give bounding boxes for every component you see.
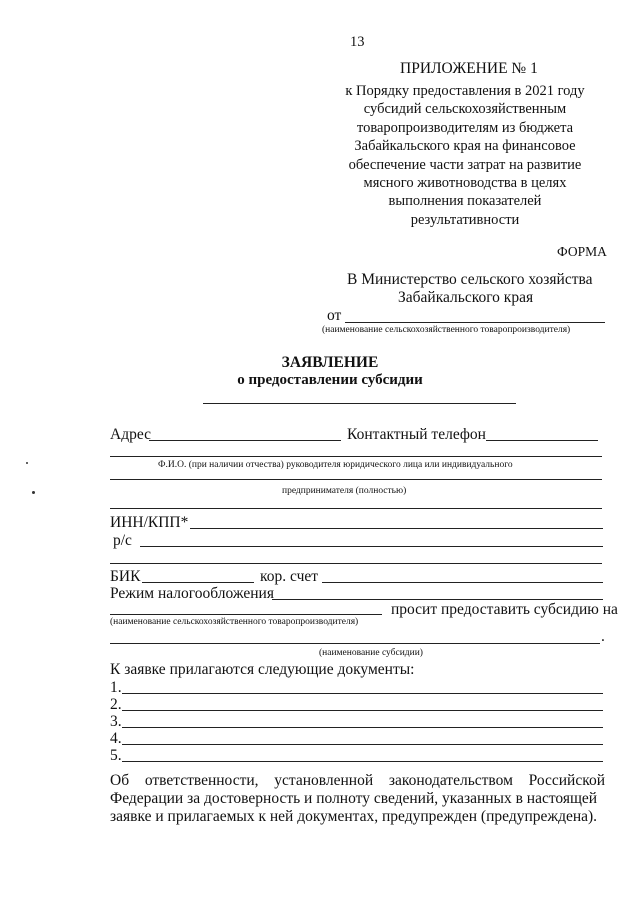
from-field[interactable] bbox=[345, 322, 605, 323]
doc-item-label: 1. bbox=[110, 679, 122, 696]
doc-item-label: 2. bbox=[110, 696, 122, 713]
appendix-line: обеспечение части затрат на развитие bbox=[348, 156, 582, 173]
tax-regime-label: Режим налогообложения bbox=[110, 585, 274, 602]
declaration-line-2: Федерации за достоверность и полноту сведений, указанных в настоящей bbox=[110, 790, 598, 807]
bik-field[interactable] bbox=[142, 582, 254, 583]
appendix-line: к Порядку предоставления в 2021 году bbox=[345, 83, 585, 99]
address-field[interactable] bbox=[149, 440, 341, 441]
corr-account-label: кор. счет bbox=[260, 568, 319, 585]
fio-caption-2: предпринимателя (полностью) bbox=[282, 486, 407, 496]
addressee-line1: В Министерство сельского хозяйства bbox=[347, 271, 593, 288]
title-underline bbox=[203, 403, 516, 404]
doc-item-field[interactable] bbox=[122, 761, 603, 762]
form-label: ФОРМА bbox=[557, 244, 607, 259]
declaration-word: Об bbox=[110, 772, 130, 789]
request-text: просит предоставить субсидию на bbox=[391, 601, 618, 618]
declaration-word: установленной bbox=[274, 772, 374, 789]
doc-item-field[interactable] bbox=[122, 693, 603, 694]
tax-regime-field[interactable] bbox=[272, 599, 603, 600]
from-caption: (наименование сельскохозяйственного товаропроизводителя) bbox=[322, 325, 571, 335]
inn-label: ИНН/КПП* bbox=[110, 514, 189, 531]
page-number: 13 bbox=[350, 34, 365, 50]
doc-item-field[interactable] bbox=[122, 727, 603, 728]
subsidy-field[interactable] bbox=[110, 643, 600, 644]
doc-item-label: 5. bbox=[110, 747, 122, 764]
account-label: р/с bbox=[113, 532, 132, 549]
declaration-line-3: заявке и прилагаемых к ней документах, предупрежден (предупреждена). bbox=[110, 808, 598, 825]
declaration-word: Российской bbox=[528, 772, 605, 789]
producer-field[interactable] bbox=[110, 614, 382, 615]
document-subtitle: о предоставлении субсидии bbox=[237, 372, 423, 388]
extra-line[interactable] bbox=[110, 563, 602, 564]
inn-field[interactable] bbox=[190, 528, 603, 529]
appendix-line: результативности bbox=[410, 211, 520, 228]
declaration-word: законодательством bbox=[388, 772, 513, 789]
account-field[interactable] bbox=[140, 546, 603, 547]
doc-item-label: 3. bbox=[110, 713, 122, 730]
fio-caption: Ф.И.О. (при наличии отчества) руководителя юридического лица или индивидуального bbox=[158, 460, 513, 470]
declaration-line-1 bbox=[110, 772, 605, 790]
address-label: Адрес bbox=[110, 426, 151, 443]
addressee-line2: Забайкальского края bbox=[398, 289, 534, 306]
scan-speck bbox=[32, 491, 35, 494]
phone-label: Контактный телефон bbox=[347, 426, 486, 443]
phone-field[interactable] bbox=[486, 440, 598, 441]
appendix-line: Забайкальского края на финансовое bbox=[354, 138, 576, 155]
document-title: ЗАЯВЛЕНИЕ bbox=[281, 354, 379, 371]
fio-field-2[interactable] bbox=[110, 479, 602, 480]
period-mark: . bbox=[601, 628, 605, 645]
appendix-line: товаропроизводителям из бюджета bbox=[356, 119, 574, 136]
appendix-line: мясного животноводства в целях bbox=[363, 175, 567, 192]
subsidy-caption: (наименование субсидии) bbox=[319, 648, 423, 658]
appendix-line: субсидий сельскохозяйственным bbox=[363, 101, 567, 118]
doc-item-field[interactable] bbox=[122, 710, 603, 711]
fio-field[interactable] bbox=[110, 456, 602, 457]
corr-account-field[interactable] bbox=[322, 582, 603, 583]
scan-speck bbox=[26, 462, 28, 464]
documents-title: К заявке прилагаются следующие документы: bbox=[110, 661, 415, 678]
appendix-text bbox=[300, 82, 630, 229]
appendix-title: ПРИЛОЖЕНИЕ № 1 bbox=[400, 60, 538, 77]
bik-label: БИК bbox=[110, 568, 141, 585]
doc-item-label: 4. bbox=[110, 730, 122, 747]
appendix-line: выполнения показателей bbox=[388, 193, 542, 210]
producer-caption: (наименование сельскохозяйственного товаропроизводителя) bbox=[110, 617, 359, 627]
doc-item-field[interactable] bbox=[122, 744, 603, 745]
declaration-word: ответственности, bbox=[144, 772, 259, 789]
separator-line bbox=[110, 508, 602, 509]
from-label: от bbox=[327, 307, 342, 324]
